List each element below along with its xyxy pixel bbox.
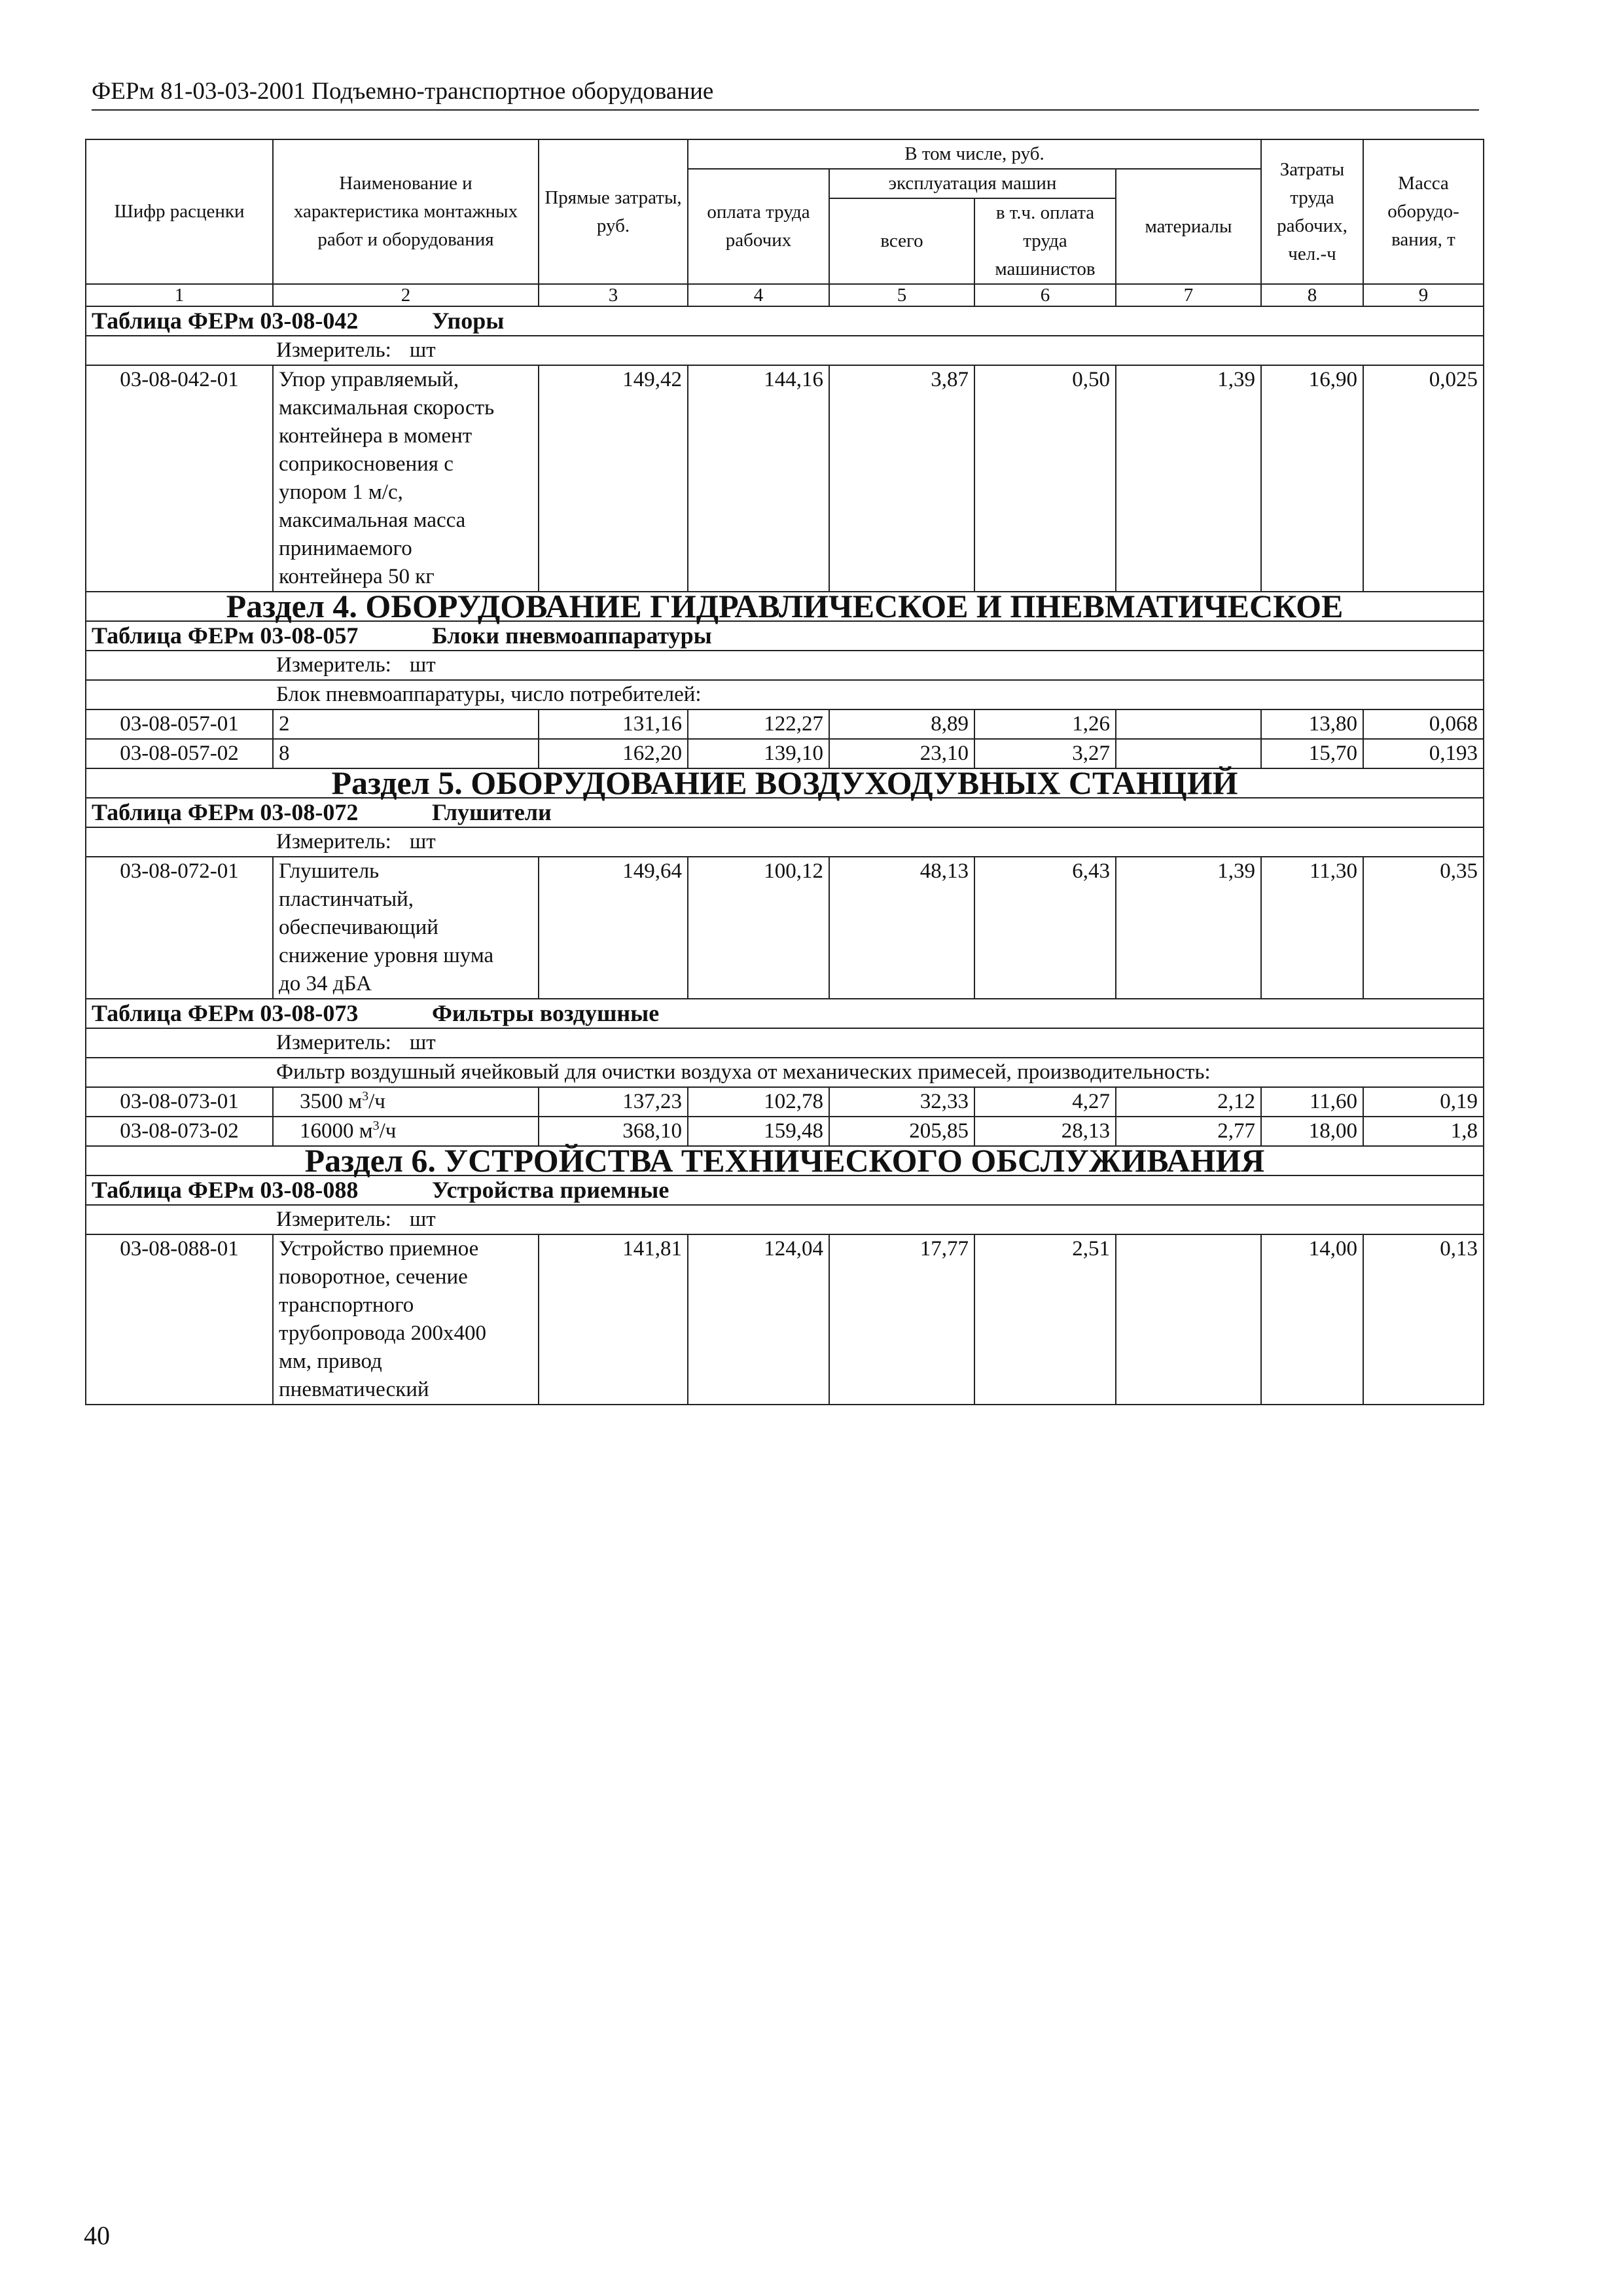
- table-title-row: [86, 621, 1484, 651]
- table-row: [86, 1087, 1484, 1117]
- direct-cost: 162,20: [539, 739, 688, 768]
- wages-cost: 144,16: [688, 365, 829, 592]
- unit-row: [86, 336, 1484, 365]
- machinists-wages: 6,43: [974, 857, 1116, 999]
- unit-row: [86, 651, 1484, 680]
- table-code: Таблица ФЕРм 03-08-072: [92, 799, 359, 825]
- section-row: [86, 768, 1484, 798]
- header-including: В том числе, руб.: [688, 139, 1261, 169]
- header-direct: Прямые затраты, руб.: [539, 139, 688, 284]
- unit-value: шт: [409, 1208, 436, 1231]
- materials-cost: 2,77: [1116, 1117, 1261, 1146]
- description-line: Устройство приемное: [279, 1237, 479, 1261]
- table-name: Глушители: [432, 799, 552, 825]
- subtitle-row: [86, 1058, 1484, 1087]
- machinists-wages: 4,27: [974, 1087, 1116, 1117]
- table-title-row: [86, 999, 1484, 1028]
- table-code: Таблица ФЕРм 03-08-073: [92, 1000, 359, 1026]
- table-title-row: [86, 1175, 1484, 1205]
- description-line: транспортного: [279, 1293, 414, 1317]
- unit-label: Измеритель:: [276, 653, 391, 677]
- column-number: 5: [829, 284, 974, 306]
- description-line: Упор управляемый,: [279, 368, 459, 391]
- table-row: [86, 857, 1484, 999]
- column-number: 6: [974, 284, 1116, 306]
- rate-code: 03-08-088-01: [86, 1234, 273, 1405]
- section-title: Раздел 5. ОБОРУДОВАНИЕ ВОЗДУХОДУВНЫХ СТАНЦИЙ: [86, 768, 1484, 798]
- wages-cost: 124,04: [688, 1234, 829, 1405]
- unit-value: шт: [409, 653, 436, 677]
- machinists-wages: 2,51: [974, 1234, 1116, 1405]
- header-code: Шифр расценки: [86, 139, 273, 284]
- unit-row: [86, 1028, 1484, 1058]
- description-line: максимальная скорость: [279, 396, 495, 420]
- table-title-row: [86, 306, 1484, 336]
- header-materials: материалы: [1116, 169, 1261, 284]
- cubic-superscript: 3: [362, 1089, 369, 1103]
- rate-description: [273, 857, 539, 999]
- column-number: 7: [1116, 284, 1261, 306]
- column-number: 9: [1363, 284, 1484, 306]
- unit-label: Измеритель:: [276, 1031, 391, 1054]
- machines-cost: 17,77: [829, 1234, 974, 1405]
- table-row: [86, 365, 1484, 592]
- table-row: [86, 1234, 1484, 1405]
- capacity-unit: /ч: [379, 1119, 397, 1143]
- equipment-mass: 1,8: [1363, 1117, 1484, 1146]
- machines-cost: 3,87: [829, 365, 974, 592]
- description-line: пневматический: [279, 1378, 429, 1401]
- column-number: 3: [539, 284, 688, 306]
- description-line: контейнера 50 кг: [279, 565, 435, 588]
- column-numbers-row: [86, 284, 1484, 306]
- description-line: трубопровода 200х400: [279, 1321, 486, 1345]
- cubic-superscript: 3: [372, 1119, 380, 1133]
- rates-table: [85, 139, 1484, 1405]
- header-machines: эксплуатация машин: [829, 169, 1116, 198]
- table-name: Фильтры воздушные: [432, 1000, 660, 1026]
- machines-cost: 32,33: [829, 1087, 974, 1117]
- table-name: Блоки пневмоаппаратуры: [432, 622, 712, 649]
- machines-cost: 205,85: [829, 1117, 974, 1146]
- direct-cost: 141,81: [539, 1234, 688, 1405]
- column-number: 1: [86, 284, 273, 306]
- rate-code: 03-08-042-01: [86, 365, 273, 592]
- description-line: упором 1 м/с,: [279, 480, 403, 504]
- description-line: пластинчатый,: [279, 888, 414, 911]
- rate-code: 03-08-073-01: [86, 1087, 273, 1117]
- table-code: Таблица ФЕРм 03-08-042: [92, 308, 359, 334]
- materials-cost: 1,39: [1116, 857, 1261, 999]
- unit-label: Измеритель:: [276, 338, 391, 362]
- description-line: соприкосновения с: [279, 452, 454, 476]
- subtitle-row: [86, 680, 1484, 709]
- capacity-unit: /ч: [368, 1090, 385, 1113]
- rate-description: [273, 1087, 539, 1117]
- description-line: снижение уровня шума: [279, 944, 494, 967]
- unit-value: шт: [409, 1031, 436, 1054]
- machines-cost: 23,10: [829, 739, 974, 768]
- header-machines-total: всего: [829, 198, 974, 284]
- equipment-mass: 0,068: [1363, 709, 1484, 739]
- table-code: Таблица ФЕРм 03-08-088: [92, 1177, 359, 1203]
- description-line: контейнера в момент: [279, 424, 473, 448]
- machinists-wages: 28,13: [974, 1117, 1116, 1146]
- rate-description: 8: [273, 739, 539, 768]
- section-title: Раздел 6. УСТРОЙСТВА ТЕХНИЧЕСКОГО ОБСЛУЖИВАНИЯ: [86, 1146, 1484, 1175]
- rate-description: 2: [273, 709, 539, 739]
- section-row: [86, 592, 1484, 621]
- column-number: 4: [688, 284, 829, 306]
- wages-cost: 122,27: [688, 709, 829, 739]
- capacity-value: 16000 м: [300, 1119, 373, 1143]
- table-row: [86, 709, 1484, 739]
- table-title-row: [86, 798, 1484, 827]
- column-number: 2: [273, 284, 539, 306]
- table-code: Таблица ФЕРм 03-08-057: [92, 622, 359, 649]
- wages-cost: 102,78: [688, 1087, 829, 1117]
- labor-cost: 16,90: [1261, 365, 1363, 592]
- rate-code: 03-08-057-02: [86, 739, 273, 768]
- rate-code: 03-08-073-02: [86, 1117, 273, 1146]
- machinists-wages: 3,27: [974, 739, 1116, 768]
- table-name: Упоры: [432, 308, 505, 334]
- unit-label: Измеритель:: [276, 1208, 391, 1231]
- header-mass: Масса оборудо-вания, т: [1363, 139, 1484, 284]
- direct-cost: 137,23: [539, 1087, 688, 1117]
- direct-cost: 149,64: [539, 857, 688, 999]
- labor-cost: 18,00: [1261, 1117, 1363, 1146]
- equipment-mass: 0,025: [1363, 365, 1484, 592]
- section-row: [86, 1146, 1484, 1175]
- labor-cost: 14,00: [1261, 1234, 1363, 1405]
- labor-cost: 11,30: [1261, 857, 1363, 999]
- rate-code: 03-08-057-01: [86, 709, 273, 739]
- materials-cost: 1,39: [1116, 365, 1261, 592]
- group-subtitle: Блок пневмоаппаратуры, число потребителей:: [86, 680, 1484, 709]
- materials-cost: [1116, 709, 1261, 739]
- description-line: мм, привод: [279, 1350, 382, 1373]
- unit-row: [86, 827, 1484, 857]
- header-machines-wages: в т.ч. оплата труда машинистов: [974, 198, 1116, 284]
- page-number: 40: [84, 2221, 110, 2250]
- capacity-value: 3500 м: [300, 1090, 363, 1113]
- unit-value: шт: [409, 830, 436, 853]
- rate-description: [273, 1234, 539, 1405]
- labor-cost: 11,60: [1261, 1087, 1363, 1117]
- machinists-wages: 0,50: [974, 365, 1116, 592]
- wages-cost: 159,48: [688, 1117, 829, 1146]
- rate-description: [273, 365, 539, 592]
- direct-cost: 149,42: [539, 365, 688, 592]
- direct-cost: 368,10: [539, 1117, 688, 1146]
- materials-cost: [1116, 1234, 1261, 1405]
- labor-cost: 15,70: [1261, 739, 1363, 768]
- rate-code: 03-08-072-01: [86, 857, 273, 999]
- description-line: поворотное, сечение: [279, 1265, 468, 1289]
- machinists-wages: 1,26: [974, 709, 1116, 739]
- header-labor: Затраты труда рабочих, чел.-ч: [1261, 139, 1363, 284]
- machines-cost: 48,13: [829, 857, 974, 999]
- equipment-mass: 0,19: [1363, 1087, 1484, 1117]
- unit-value: шт: [409, 338, 436, 362]
- description-line: принимаемого: [279, 537, 412, 560]
- column-number: 8: [1261, 284, 1363, 306]
- section-title: Раздел 4. ОБОРУДОВАНИЕ ГИДРАВЛИЧЕСКОЕ И ПНЕВМАТИЧЕСКОЕ: [86, 592, 1484, 621]
- table-name: Устройства приемные: [432, 1177, 669, 1203]
- equipment-mass: 0,193: [1363, 739, 1484, 768]
- header-name: Наименование и характеристика монтажных работ и оборудования: [273, 139, 539, 284]
- description-line: Глушитель: [279, 859, 380, 883]
- group-subtitle: Фильтр воздушный ячейковый для очистки воздуха от механических примесей, производительность:: [86, 1058, 1484, 1087]
- description-line: обеспечивающий: [279, 916, 438, 939]
- description-line: максимальная масса: [279, 509, 466, 532]
- direct-cost: 131,16: [539, 709, 688, 739]
- header-wages: оплата труда рабочих: [688, 169, 829, 284]
- materials-cost: 2,12: [1116, 1087, 1261, 1117]
- labor-cost: 13,80: [1261, 709, 1363, 739]
- unit-label: Измеритель:: [276, 830, 391, 853]
- description-line: до 34 дБА: [279, 972, 372, 996]
- equipment-mass: 0,35: [1363, 857, 1484, 999]
- wages-cost: 100,12: [688, 857, 829, 999]
- document-header: ФЕРм 81-03-03-2001 Подъемно-транспортное оборудование: [92, 77, 1479, 111]
- wages-cost: 139,10: [688, 739, 829, 768]
- equipment-mass: 0,13: [1363, 1234, 1484, 1405]
- machines-cost: 8,89: [829, 709, 974, 739]
- unit-row: [86, 1205, 1484, 1234]
